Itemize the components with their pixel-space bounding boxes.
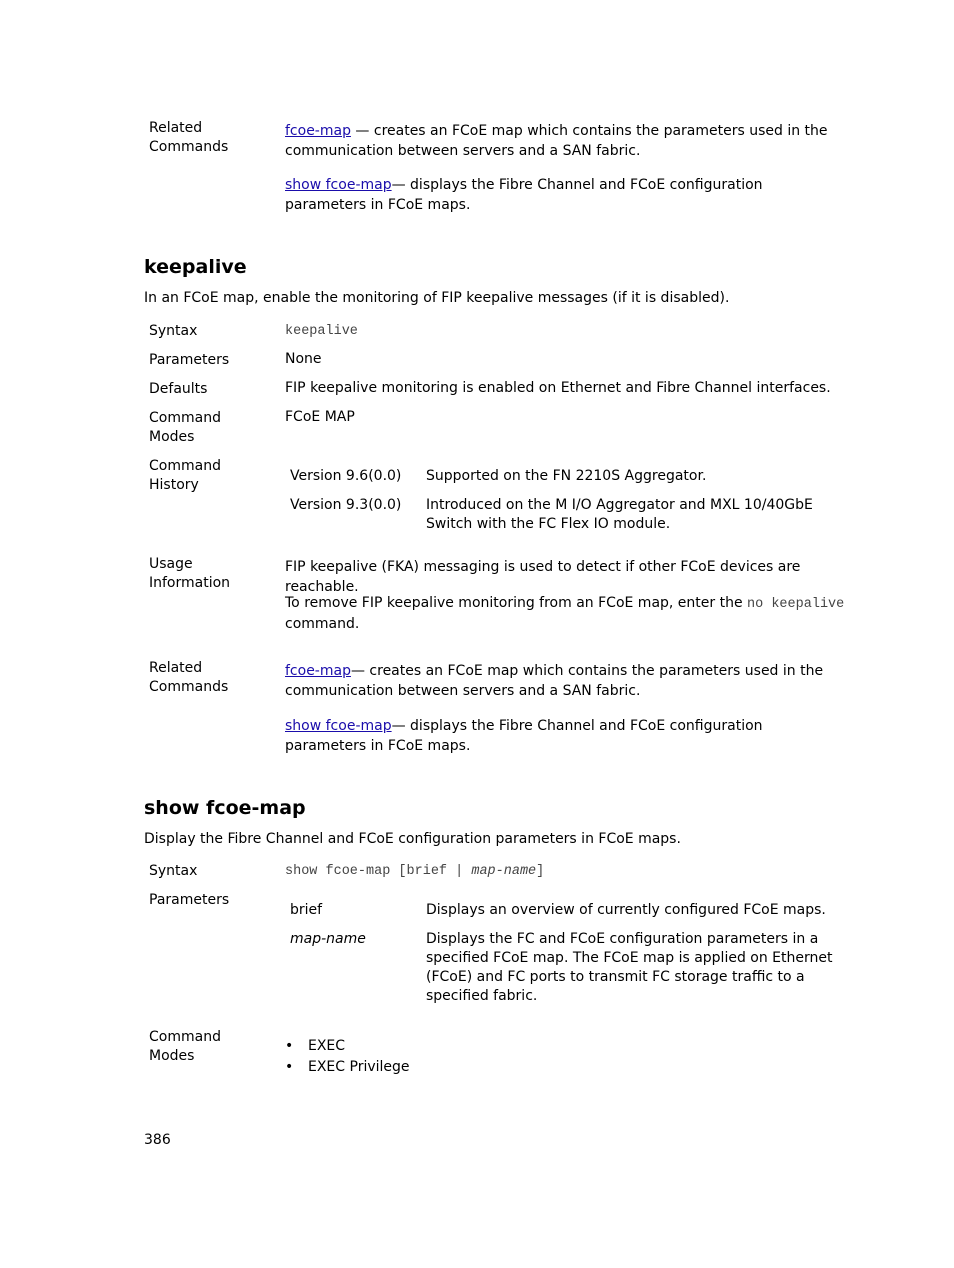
list-item: • EXEC Privilege <box>285 1059 410 1075</box>
related-command-item: show fcoe-map— displays the Fibre Channel and FCoE configuration parameters in FCoE maps. <box>285 718 763 754</box>
usage-text: FIP keepalive (FKA) messaging is used to detect if other FCoE devices are reachable. <box>285 559 801 595</box>
syntax-value: show fcoe-map [brief | map-name] <box>285 864 545 879</box>
show-fcoe-map-link[interactable]: show fcoe-map <box>285 718 392 734</box>
defaults-label: Defaults <box>149 381 208 397</box>
history-description: Supported on the FN 2210S Aggregator. <box>426 468 707 484</box>
section-heading-show-fcoe-map: show fcoe-map <box>144 797 306 819</box>
section-intro: Display the Fibre Channel and FCoE configuration parameters in FCoE maps. <box>144 831 681 847</box>
page-number: 386 <box>144 1132 171 1148</box>
usage-information-label: Usage Information <box>149 556 231 591</box>
related-commands-label: Related Commands <box>149 120 229 155</box>
section-intro: In an FCoE map, enable the monitoring of FIP keepalive messages (if it is disabled). <box>144 290 730 306</box>
history-description: Introduced on the M I/O Aggregator and MXL 10/40GbE Switch with the FC Flex IO module. <box>426 497 813 532</box>
section-heading-keepalive: keepalive <box>144 256 247 278</box>
command-modes-label: Command Modes <box>149 410 221 445</box>
param-name: brief <box>290 902 323 918</box>
syntax-label: Syntax <box>149 863 198 879</box>
parameters-label: Parameters <box>149 352 230 368</box>
param-description: Displays an overview of currently configured FCoE maps. <box>426 902 826 918</box>
syntax-variable: map-name <box>471 864 537 879</box>
usage-text: To remove FIP keepalive monitoring from an FCoE map, enter the no keepalive command. <box>285 595 845 632</box>
show-fcoe-map-link[interactable]: show fcoe-map <box>285 177 392 193</box>
defaults-value: FIP keepalive monitoring is enabled on Ethernet and Fibre Channel interfaces. <box>285 380 831 396</box>
fcoe-map-link[interactable]: fcoe-map <box>285 663 351 679</box>
related-commands-label: Related Commands <box>149 660 229 695</box>
syntax-label: Syntax <box>149 323 198 339</box>
inline-code: no keepalive <box>747 597 845 612</box>
syntax-value: keepalive <box>285 324 358 339</box>
history-version: Version 9.3(0.0) <box>290 497 402 513</box>
command-modes-label: Command Modes <box>149 1029 221 1064</box>
parameters-value: None <box>285 351 322 367</box>
param-description: Displays the FC and FCoE configuration parameters in a specified FCoE map. The FCoE map is applied on Ethernet (FCoE) and FC ports to transmit FC storage traffic to a specified fabric. <box>426 931 833 1004</box>
list-item: • EXEC <box>285 1038 346 1054</box>
bullet-icon: • <box>285 1059 294 1075</box>
parameters-label: Parameters <box>149 892 230 908</box>
related-command-item: fcoe-map — creates an FCoE map which contains the parameters used in the communication between servers and a SAN fabric. <box>285 123 828 159</box>
related-command-item: show fcoe-map— displays the Fibre Channel and FCoE configuration parameters in FCoE maps. <box>285 177 763 213</box>
related-command-item: fcoe-map— creates an FCoE map which contains the parameters used in the communication between servers and a SAN fabric. <box>285 663 824 699</box>
param-name: map-name <box>290 931 366 947</box>
bullet-icon: • <box>285 1038 294 1054</box>
fcoe-map-link[interactable]: fcoe-map <box>285 123 351 139</box>
command-modes-value: FCoE MAP <box>285 409 355 425</box>
command-history-label: Command History <box>149 458 221 493</box>
history-version: Version 9.6(0.0) <box>290 468 402 484</box>
